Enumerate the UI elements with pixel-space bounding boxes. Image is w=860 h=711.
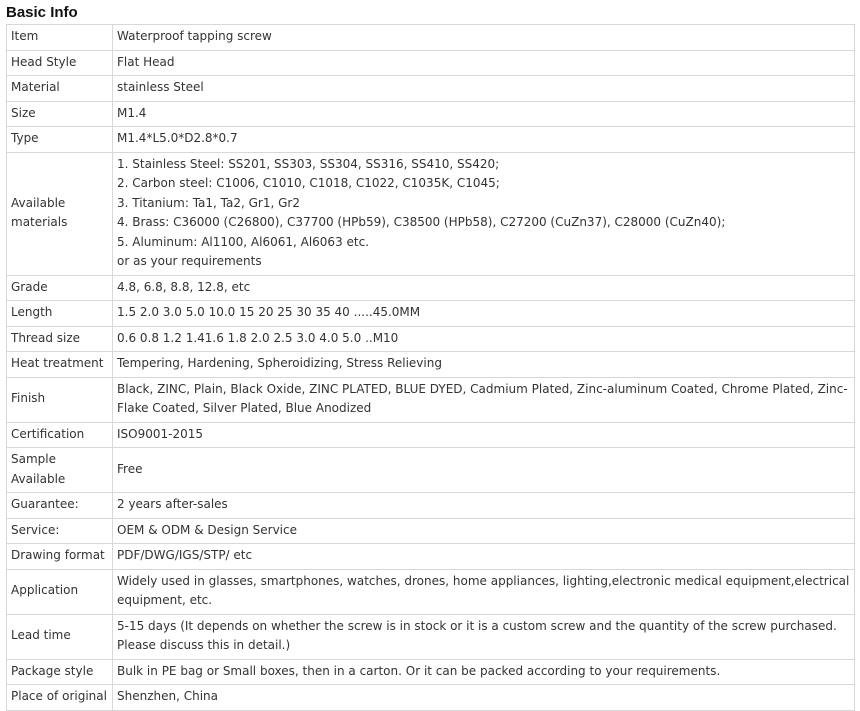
table-row: [7, 614, 855, 659]
row-value: PDF/DWG/IGS/STP/ etc: [113, 544, 855, 570]
row-key: Size: [7, 101, 113, 127]
table-row: [7, 544, 855, 570]
row-value: Bulk in PE bag or Small boxes, then in a carton. Or it can be packed according to your requirements.: [113, 659, 855, 685]
row-key: Thread size: [7, 326, 113, 352]
table-row: [7, 493, 855, 519]
row-value: Black, ZINC, Plain, Black Oxide, ZINC PLATED, BLUE DYED, Cadmium Plated, Zinc-aluminum Coated, Chrome Plated, Zinc-Flake Coated, Silver Plated, Blue Anodized: [113, 377, 855, 422]
row-key: Finish: [7, 377, 113, 422]
row-value: 4.8, 6.8, 8.8, 12.8, etc: [113, 275, 855, 301]
row-key: Item: [7, 25, 113, 51]
row-key: Place of original: [7, 685, 113, 711]
row-value: stainless Steel: [113, 76, 855, 102]
section-title: Basic Info: [6, 4, 78, 21]
table-row: [7, 377, 855, 422]
table-row: [7, 685, 855, 711]
row-key: Type: [7, 127, 113, 153]
row-value: M1.4: [113, 101, 855, 127]
row-value: Waterproof tapping screw: [113, 25, 855, 51]
row-key: Sample Available: [7, 448, 113, 493]
row-value: Widely used in glasses, smartphones, watches, drones, home appliances, lighting,electronic medical equipment,electrical equipment, etc.: [113, 569, 855, 614]
row-value: OEM & ODM & Design Service: [113, 518, 855, 544]
row-key: Available materials: [7, 152, 113, 275]
table-row: [7, 50, 855, 76]
row-value: Free: [113, 448, 855, 493]
table-row: [7, 569, 855, 614]
row-key: Grade: [7, 275, 113, 301]
table-row: [7, 301, 855, 327]
spec-table: [6, 24, 855, 711]
row-value: Tempering, Hardening, Spheroidizing, Stress Relieving: [113, 352, 855, 378]
row-value: 1.5 2.0 3.0 5.0 10.0 15 20 25 30 35 40 .....45.0MM: [113, 301, 855, 327]
row-value: ISO9001-2015: [113, 422, 855, 448]
table-row: [7, 659, 855, 685]
row-value: 5-15 days (It depends on whether the screw is in stock or it is a custom screw and the quantity of the screw purchased. Please discuss this in detail.): [113, 614, 855, 659]
row-key: Drawing format: [7, 544, 113, 570]
row-value: M1.4*L5.0*D2.8*0.7: [113, 127, 855, 153]
row-key: Length: [7, 301, 113, 327]
table-row: [7, 352, 855, 378]
table-row: [7, 518, 855, 544]
row-key: Service:: [7, 518, 113, 544]
row-key: Certification: [7, 422, 113, 448]
table-row: [7, 127, 855, 153]
row-key: Head Style: [7, 50, 113, 76]
row-key: Material: [7, 76, 113, 102]
row-key: Application: [7, 569, 113, 614]
row-key: Lead time: [7, 614, 113, 659]
row-value: 1. Stainless Steel: SS201, SS303, SS304, SS316, SS410, SS420; 2. Carbon steel: C1006, C1010, C1018, C1022, C1035K, C1045; 3. Titanium: Ta1, Ta2, Gr1, Gr2 4. Brass: C36000 (C26800), C37700 (HPb59), C38500 (HPb58), C27200 (CuZn37), C28000 (CuZn40); 5. Aluminum: Al1100, Al6061, Al6063 etc. or as your requirements: [113, 152, 855, 275]
row-value: Shenzhen, China: [113, 685, 855, 711]
table-row: [7, 101, 855, 127]
row-value: Flat Head: [113, 50, 855, 76]
row-value: 2 years after-sales: [113, 493, 855, 519]
row-key: Heat treatment: [7, 352, 113, 378]
table-row: [7, 326, 855, 352]
table-row: [7, 152, 855, 275]
table-row: [7, 275, 855, 301]
row-key: Guarantee:: [7, 493, 113, 519]
row-key: Package style: [7, 659, 113, 685]
row-value: 0.6 0.8 1.2 1.41.6 1.8 2.0 2.5 3.0 4.0 5.0 ..M10: [113, 326, 855, 352]
table-row: [7, 422, 855, 448]
spec-table-body: [7, 25, 855, 711]
table-row: [7, 76, 855, 102]
table-row: [7, 25, 855, 51]
table-row: [7, 448, 855, 493]
